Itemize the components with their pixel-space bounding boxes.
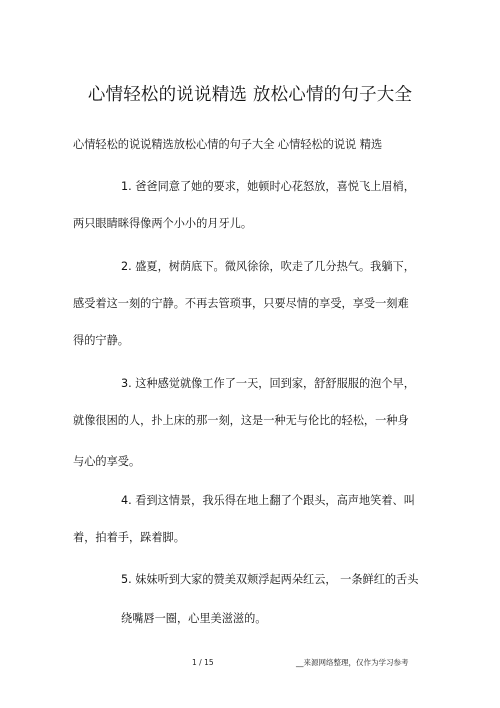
paragraph-3-line-3: 与心的享受。: [73, 455, 141, 468]
paragraph-3-line-1: 3. 这种感觉就像工作了一天，回到家，舒舒服服的泡个早，: [121, 377, 415, 390]
paragraph-4-line-2: 着，拍着手，跺着脚。: [73, 531, 185, 544]
document-title: 心情轻松的说说精选 放松心情的句子大全: [87, 85, 413, 105]
paragraph-3-line-2: 就像很困的人，扑上床的那一刻，这是一种无与伦比的轻松，一种身: [73, 414, 409, 427]
paragraph-2-line-3: 得的宁静。: [73, 334, 129, 347]
document-subtitle: 心情轻松的说说精选放松心情的句子大全 心情轻松的说说 精选: [73, 138, 383, 151]
paragraph-5-line-2: 绕嘴唇一圈，心里美滋滋的。: [121, 612, 267, 625]
paragraph-1-line-1: 1. 爸爸同意了她的要求，她顿时心花怒放，喜悦飞上眉梢，: [121, 180, 415, 193]
paragraph-2-line-1: 2. 盛夏，树荫底下。微风徐徐，吹走了几分热气。我躺下，: [121, 260, 415, 273]
source-note: __来源网络整理，仅作为学习参考: [296, 658, 409, 667]
paragraph-4-line-1: 4. 看到这情景，我乐得在地上翻了个跟头，高声地笑着、叫: [121, 494, 415, 507]
paragraph-1-line-2: 两只眼睛眯得像两个小小的月牙儿。: [73, 217, 253, 230]
paragraph-2-line-2: 感受着这一刻的宁静。不再去管琐事，只要尽情的享受，享受一刻难: [73, 297, 409, 310]
paragraph-5-line-1: 5. 妹妹听到大家的赞美双颊浮起两朵红云， 一条鲜红的舌头: [121, 573, 419, 586]
page-indicator: 1 / 15: [192, 658, 214, 667]
